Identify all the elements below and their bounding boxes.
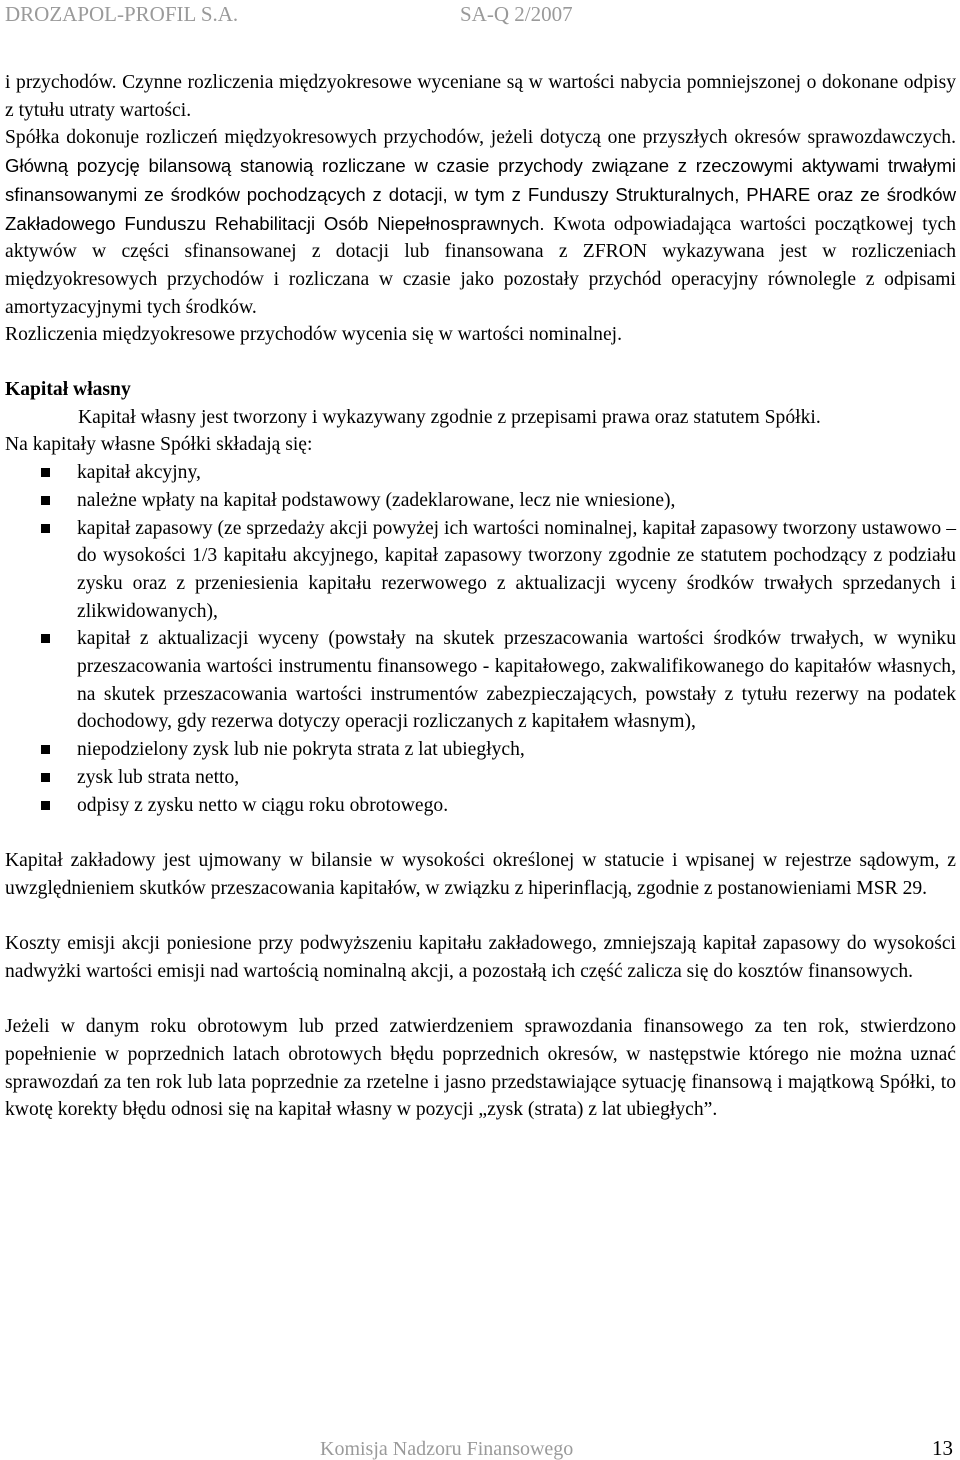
section-heading: Kapitał własny — [5, 379, 131, 401]
header-company: DROZAPOL-PROFIL S.A. — [5, 2, 239, 26]
square-bullet-icon — [41, 496, 50, 505]
paragraph: i przychodów. Czynne rozliczenia międzyokresowe wyceniane są w wartości nabycia pomniejszonej o dokonane odpisy z tytułu utraty wartości. — [5, 72, 956, 121]
paragraph-sentence: Kwota odpowiadająca wartości początkowej tych aktywów w części sfinansowanej z dotacji lub finansowana z ZFRON wykazywana jest w rozliczeniach międzyokresowych przychodów i rozliczana w czasie jako pozostały przychód operacyjny równolegle z odpisami amortyzacyjnymi tych środków. — [5, 213, 957, 318]
square-bullet-icon — [41, 745, 50, 754]
list-item — [5, 625, 956, 736]
list-item-text: odpisy z zysku netto w ciągu roku obrotowego. — [77, 794, 449, 816]
list-item-text: należne wpłaty na kapitał podstawowy (zadeklarowane, lecz nie wniesione), — [77, 489, 676, 511]
square-bullet-icon — [41, 801, 50, 810]
list-item-text: kapitał zapasowy (ze sprzedaży akcji powyżej ich wartości nominalnej, kapitał zapasowy tworzony ustawowo – do wysokości 1/3 kapitału akcyjnego, kapitał zapasowy tworzony zgodnie ze statutem pochodzący z podziału zysku oraz z przeniesienia kapitału rezerwowego z aktualizacji wyceny środków trwałych sprzedanych i zlikwidowanych), — [77, 517, 956, 622]
list-item — [5, 515, 956, 626]
paragraph: Kapitał własny jest tworzony i wykazywany zgodnie z przepisami prawa oraz statutem Spółki. — [78, 406, 821, 428]
document-body — [5, 69, 956, 1124]
paragraph — [5, 124, 956, 321]
list-item-text: niepodzielony zysk lub nie pokryta strata z lat ubiegłych, — [77, 739, 525, 761]
paragraph-sentence: Główną pozycję bilansową stanowią rozliczane w czasie przychody związane z rzeczowymi aktywami trwałymi sfinansowanymi ze środków pochodzących z dotacji, w tym z Funduszy Strukturalnych, PHARE oraz ze środków Zakładowego Funduszu Rehabilitacji Osób Niepełnosprawnych. — [5, 155, 956, 234]
equity-components-list — [5, 459, 956, 819]
paragraph: Na kapitały własne Spółki składają się: — [5, 434, 313, 456]
square-bullet-icon — [41, 468, 50, 477]
paragraph: Kapitał zakładowy jest ujmowany w bilansie w wysokości określonej w statucie i wpisanej w rejestrze sądowym, z uwzględnieniem skutków przeszacowania kapitałów, w związku z hiperinflacją, zgodnie z postanowieniami MSR 29. — [5, 849, 956, 899]
list-item — [5, 736, 956, 764]
paragraph: Koszty emisji akcji poniesione przy podwyższeniu kapitału zakładowego, zmniejszają kapitał zapasowy do wysokości nadwyżki wartości emisji nad wartością nominalną akcji, a pozostałą ich część zalicza się do kosztów finansowych. — [5, 933, 956, 982]
square-bullet-icon — [41, 634, 50, 643]
list-item — [5, 764, 956, 792]
page-number: 13 — [932, 1436, 953, 1460]
list-item — [5, 792, 956, 820]
page-header — [5, 2, 955, 30]
square-bullet-icon — [41, 524, 50, 533]
square-bullet-icon — [41, 773, 50, 782]
list-item-text: kapitał z aktualizacji wyceny (powstały na skutek przeszacowania wartości środków trwałych, w wyniku przeszacowania wartości instrumentu finansowego - kapitałowego, zakwalifikowanego do kapitałów własnych, na skutek przeszacowania wartości instrumentów zabezpieczających, powstały z tytułu rezerwy na podatek dochodowy, gdy rezerwa dotyczy operacji rozliczanych z kapitałem własnym), — [77, 628, 956, 733]
header-report-id: SA-Q 2/2007 — [460, 2, 573, 26]
list-item — [5, 487, 956, 515]
list-item-text: kapitał akcyjny, — [77, 462, 201, 484]
paragraph: Rozliczenia międzyokresowe przychodów wycenia się w wartości nominalnej. — [5, 324, 622, 346]
list-item — [5, 459, 956, 487]
footer-label: Komisja Nadzoru Finansowego — [320, 1438, 574, 1460]
paragraph: Jeżeli w danym roku obrotowym lub przed zatwierdzeniem sprawozdania finansowego za ten rok, stwierdzono popełnienie w poprzednich latach obrotowych błędu poprzednich okresów, w następstwie którego nie można uznać sprawozdań za ten rok lub lata poprzednie za rzetelne i jasno przedstawiające sytuację finansową i majątkową Spółki, to kwotę korekty błędu odnosi się na kapitał własny w pozycji „zysk (strata) z lat ubiegłych”. — [5, 1016, 956, 1121]
list-item-text: zysk lub strata netto, — [77, 766, 240, 788]
paragraph-sentence: Spółka dokonuje rozliczeń międzyokresowych przychodów, jeżeli dotyczą one przyszłych okresów sprawozdawczych. — [5, 127, 956, 149]
